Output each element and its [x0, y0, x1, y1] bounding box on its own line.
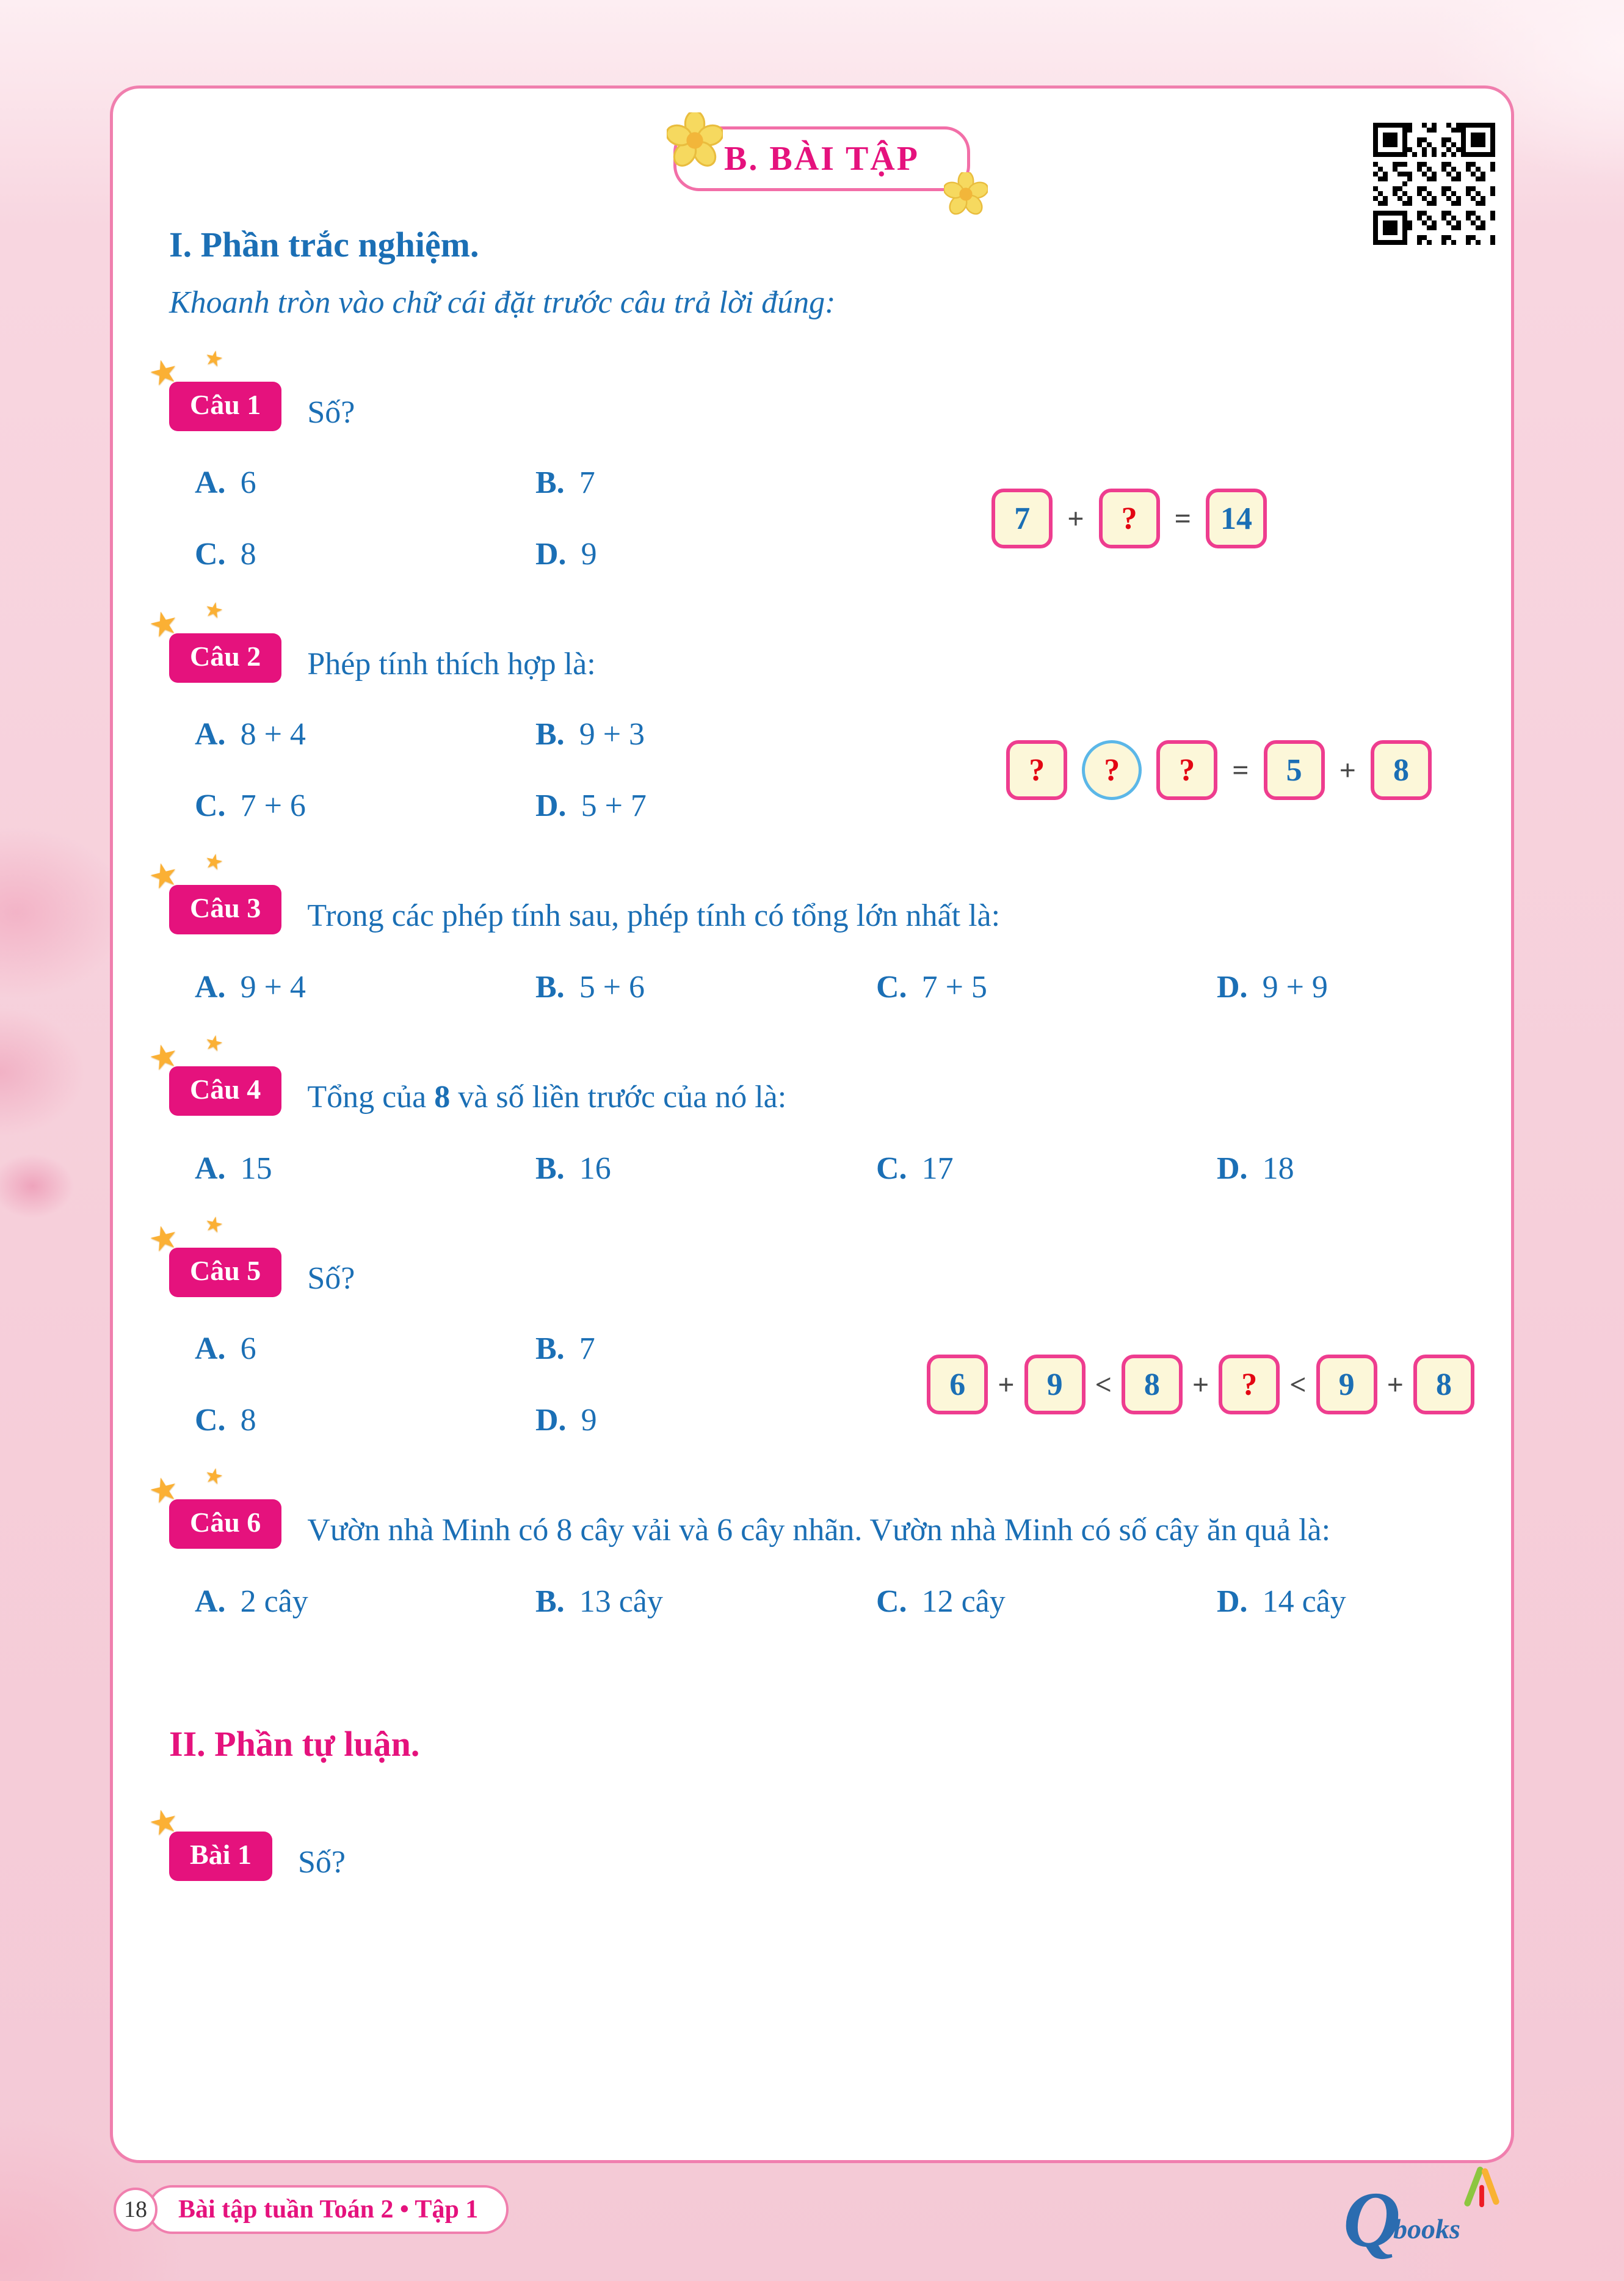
- option-a[interactable]: A. 15: [195, 1151, 272, 1186]
- section-1-title: I. Phần trắc nghiệm.: [169, 225, 479, 264]
- question-1-badge: [147, 347, 281, 431]
- question-6-text: Vườn nhà Minh có 8 cây vải và 6 cây nhãn. Vườn nhà Minh có số cây ăn quả là:: [307, 1513, 1331, 1548]
- instruction-text: Khoanh tròn vào chữ cái đặt trước câu trả lời đúng:: [169, 285, 836, 320]
- question-2-badge: [147, 598, 281, 683]
- page-footer: [114, 2185, 509, 2234]
- option-d[interactable]: D. 18: [1217, 1151, 1294, 1186]
- question-5-badge-label: Câu 5: [190, 1255, 261, 1286]
- question-3: [147, 850, 1474, 1005]
- option-c[interactable]: C. 7 + 5: [876, 970, 987, 1005]
- less-than-operator: <: [1289, 1368, 1307, 1401]
- logo-accent-icon: [1458, 2162, 1506, 2210]
- plus-operator: +: [1192, 1368, 1209, 1401]
- page-number: 18: [114, 2188, 158, 2232]
- star-icon: ★: [203, 850, 225, 874]
- question-5-body: [169, 1331, 1474, 1438]
- option-c[interactable]: C. 8: [195, 1403, 256, 1438]
- question-5-badge: [147, 1213, 281, 1297]
- less-than-operator: <: [1095, 1368, 1112, 1401]
- star-icon: ★: [147, 857, 181, 895]
- star-icon: ★: [147, 605, 181, 644]
- option-d[interactable]: D. 9: [535, 1403, 597, 1438]
- logo-q-letter: Q: [1343, 2176, 1401, 2264]
- question-4-badge-label: Câu 4: [190, 1074, 261, 1105]
- exercise-1-text: Số?: [297, 1845, 346, 1880]
- exercise-1-badge-label: Bài 1: [190, 1839, 252, 1870]
- equation-number-box: 6: [927, 1355, 988, 1414]
- question-2-badge-label: Câu 2: [190, 641, 261, 672]
- option-a[interactable]: A. 6: [195, 465, 256, 500]
- question-3-badge: [147, 850, 281, 934]
- equation-unknown-box[interactable]: ?: [1006, 740, 1067, 800]
- question-1-body: [169, 465, 1474, 572]
- equation-unknown-box[interactable]: ?: [1099, 489, 1160, 548]
- question-5: [147, 1213, 1474, 1438]
- option-b[interactable]: B. 7: [535, 465, 595, 500]
- flower-icon: [944, 172, 988, 216]
- question-1-options: [195, 465, 732, 572]
- section-2-title: II. Phần tự luận.: [169, 1724, 420, 1764]
- star-icon: ★: [203, 1213, 225, 1237]
- question-2-options: [195, 716, 732, 824]
- star-icon: ★: [147, 1220, 181, 1258]
- equation-number-box: 9: [1316, 1355, 1377, 1414]
- option-c[interactable]: C. 17: [876, 1151, 954, 1186]
- question-2-head: [147, 598, 1474, 688]
- equation-number-box: 9: [1024, 1355, 1086, 1414]
- question-1-head: [147, 347, 1474, 437]
- plus-operator: +: [1387, 1368, 1404, 1401]
- option-b[interactable]: B. 13 cây: [535, 1584, 663, 1619]
- question-5-text: Số?: [307, 1261, 355, 1296]
- option-b[interactable]: B. 9 + 3: [535, 717, 645, 752]
- page-title: B. BÀI TẬP: [724, 140, 919, 178]
- question-2-text: Phép tính thích hợp là:: [307, 647, 596, 682]
- option-c[interactable]: C. 8: [195, 537, 256, 572]
- question-3-text: Trong các phép tính sau, phép tính có tổng lớn nhất là:: [307, 898, 1001, 933]
- question-6-badge-label: Câu 6: [190, 1507, 261, 1538]
- logo-books-text: books: [1393, 2213, 1460, 2244]
- option-b[interactable]: B. 16: [535, 1151, 611, 1186]
- question-5-equation: [927, 1355, 1474, 1414]
- equation-unknown-circle[interactable]: ?: [1082, 740, 1142, 800]
- star-icon: ★: [203, 598, 225, 622]
- equation-number-box: 8: [1122, 1355, 1183, 1414]
- question-6-options: [169, 1584, 1474, 1620]
- question-5-head: [147, 1213, 1474, 1303]
- option-c[interactable]: C. 7 + 6: [195, 788, 306, 823]
- option-d[interactable]: D. 9: [535, 537, 597, 572]
- question-3-badge-label: Câu 3: [190, 892, 261, 923]
- option-b[interactable]: B. 5 + 6: [535, 970, 645, 1005]
- question-1: [147, 347, 1474, 572]
- equation-unknown-box[interactable]: ?: [1219, 1355, 1280, 1414]
- equation-number-box: 8: [1371, 740, 1432, 800]
- option-d[interactable]: D. 5 + 7: [535, 788, 647, 823]
- option-a[interactable]: A. 6: [195, 1331, 256, 1366]
- exercise-1-head: [147, 1803, 1474, 1886]
- header-row: [169, 126, 1474, 191]
- option-a[interactable]: A. 8 + 4: [195, 717, 306, 752]
- equation-number-box: 14: [1206, 489, 1267, 548]
- question-2-body: [169, 716, 1474, 824]
- exercise-1-badge: [147, 1803, 272, 1881]
- qr-code: [1373, 123, 1495, 245]
- equation-number-box: 7: [991, 489, 1053, 548]
- plus-operator: +: [1339, 754, 1356, 787]
- content-card: [110, 85, 1514, 2163]
- exercise-1: [147, 1803, 1474, 1886]
- footer-title: Bài tập tuần Toán 2 • Tập 1: [148, 2185, 509, 2234]
- question-6-badge: [147, 1464, 281, 1549]
- question-1-text: Số?: [307, 395, 355, 430]
- plus-operator: +: [1067, 502, 1084, 535]
- qbooks-logo: [1343, 2162, 1526, 2266]
- star-icon: ★: [203, 1464, 225, 1488]
- section-b-badge: [673, 126, 970, 191]
- star-icon: ★: [147, 1038, 181, 1077]
- equation-unknown-box[interactable]: ?: [1156, 740, 1217, 800]
- question-6-head: [147, 1464, 1474, 1554]
- option-d[interactable]: D. 14 cây: [1217, 1584, 1346, 1619]
- question-5-options: [195, 1331, 732, 1438]
- option-a[interactable]: A. 2 cây: [195, 1584, 308, 1619]
- question-2: [147, 598, 1474, 824]
- flower-icon: [667, 112, 723, 169]
- equation-number-box: 5: [1264, 740, 1325, 800]
- question-2-equation: [1006, 740, 1432, 800]
- star-icon: ★: [147, 1471, 181, 1510]
- equation-number-box: 8: [1413, 1355, 1474, 1414]
- question-4: [147, 1031, 1474, 1187]
- question-1-badge-label: Câu 1: [190, 389, 261, 420]
- option-b[interactable]: B. 7: [535, 1331, 595, 1366]
- star-icon: ★: [147, 1803, 181, 1842]
- plus-operator: +: [998, 1368, 1015, 1401]
- question-4-options: [169, 1151, 1474, 1187]
- equals-operator: =: [1232, 754, 1249, 787]
- question-3-head: [147, 850, 1474, 940]
- option-a[interactable]: A. 9 + 4: [195, 970, 306, 1005]
- star-icon: ★: [203, 347, 225, 371]
- option-c[interactable]: C. 12 cây: [876, 1584, 1006, 1619]
- option-d[interactable]: D. 9 + 9: [1217, 970, 1328, 1005]
- star-icon: ★: [147, 354, 181, 392]
- question-4-text: Tổng của 8 và số liền trước của nó là:: [307, 1080, 787, 1115]
- question-6: [147, 1464, 1474, 1620]
- question-4-badge: [147, 1031, 281, 1116]
- question-1-equation: [991, 489, 1267, 548]
- star-icon: ★: [203, 1031, 225, 1055]
- question-3-options: [169, 969, 1474, 1005]
- question-4-head: [147, 1031, 1474, 1121]
- equals-operator: =: [1174, 502, 1191, 535]
